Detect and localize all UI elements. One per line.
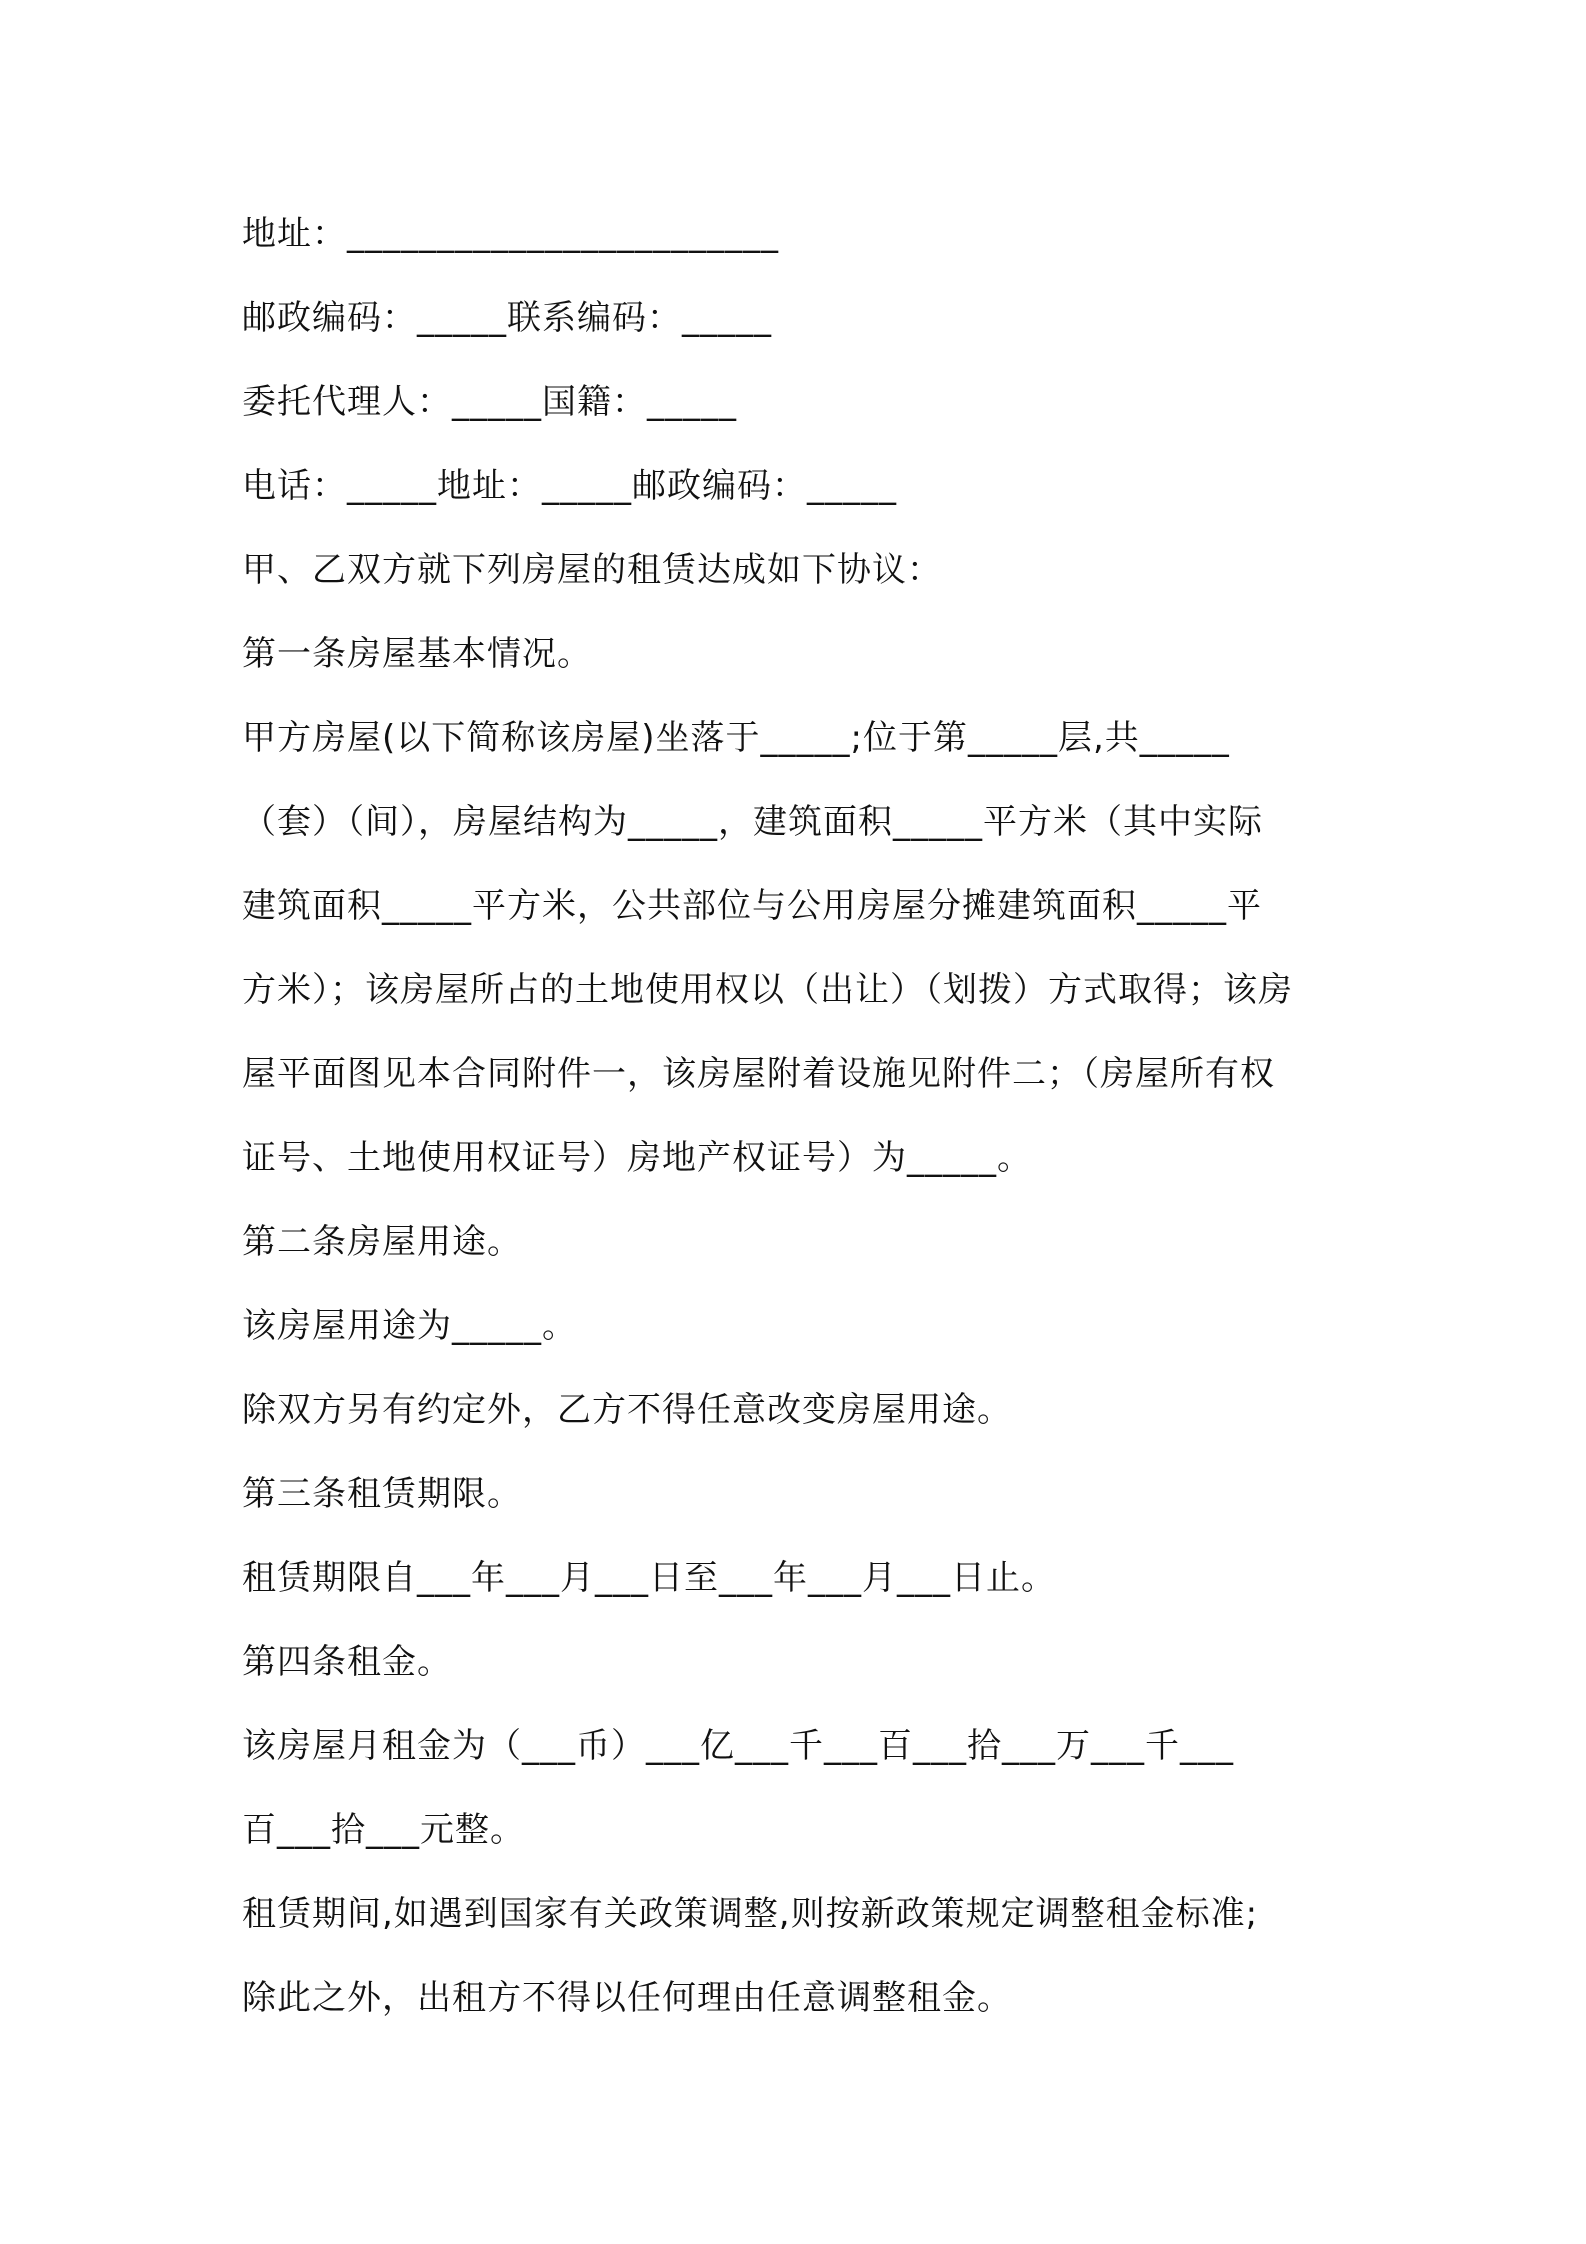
postal-contact-line: 邮政编码：_____联系编码：_____ bbox=[242, 298, 772, 338]
article-2-text-line-2: 除双方另有约定外，乙方不得任意改变房屋用途。 bbox=[242, 1390, 1012, 1430]
article-2-text-line-1: 该房屋用途为_____。 bbox=[242, 1306, 577, 1346]
article-4-text-line-3: 租赁期间,如遇到国家有关政策调整,则按新政策规定调整租金标准; bbox=[242, 1894, 1259, 1934]
agreement-intro-line: 甲、乙双方就下列房屋的租赁达成如下协议： bbox=[242, 550, 942, 590]
article-1-text-line-3: 建筑面积_____平方米，公共部位与公用房屋分摊建筑面积_____平 bbox=[242, 886, 1262, 926]
phone-address-postal-line: 电话：_____地址：_____邮政编码：_____ bbox=[242, 466, 897, 506]
article-4-heading: 第四条租金。 bbox=[242, 1642, 452, 1682]
article-1-text-line-2: （套）（间），房屋结构为_____，建筑面积_____平方米（其中实际 bbox=[242, 802, 1263, 842]
article-4-text-line-1: 该房屋月租金为（___币）___亿___千___百___拾___万___千___ bbox=[242, 1726, 1234, 1766]
article-2-heading: 第二条房屋用途。 bbox=[242, 1222, 522, 1262]
article-1-text-line-5: 屋平面图见本合同附件一，该房屋附着设施见附件二；（房屋所有权 bbox=[242, 1054, 1275, 1094]
article-1-text-line-6: 证号、土地使用权证号）房地产权证号）为_____。 bbox=[242, 1138, 1032, 1178]
article-4-text-line-2: 百___拾___元整。 bbox=[242, 1810, 525, 1850]
article-3-text-line-1: 租赁期限自___年___月___日至___年___月___日止。 bbox=[242, 1558, 1056, 1598]
document-body bbox=[242, 192, 1362, 2040]
article-1-text-line-4: 方米）；该房屋所占的土地使用权以（出让）（划拨）方式取得；该房 bbox=[242, 970, 1293, 1010]
article-1-text-line-1: 甲方房屋(以下简称该房屋)坐落于_____;位于第_____层,共_____ bbox=[242, 718, 1230, 758]
article-1-heading: 第一条房屋基本情况。 bbox=[242, 634, 592, 674]
article-3-heading: 第三条租赁期限。 bbox=[242, 1474, 522, 1514]
address-line: 地址：________________________ bbox=[242, 214, 779, 254]
article-4-text-line-4: 除此之外，出租方不得以任何理由任意调整租金。 bbox=[242, 1978, 1012, 2018]
agent-nationality-line: 委托代理人：_____国籍：_____ bbox=[242, 382, 737, 422]
